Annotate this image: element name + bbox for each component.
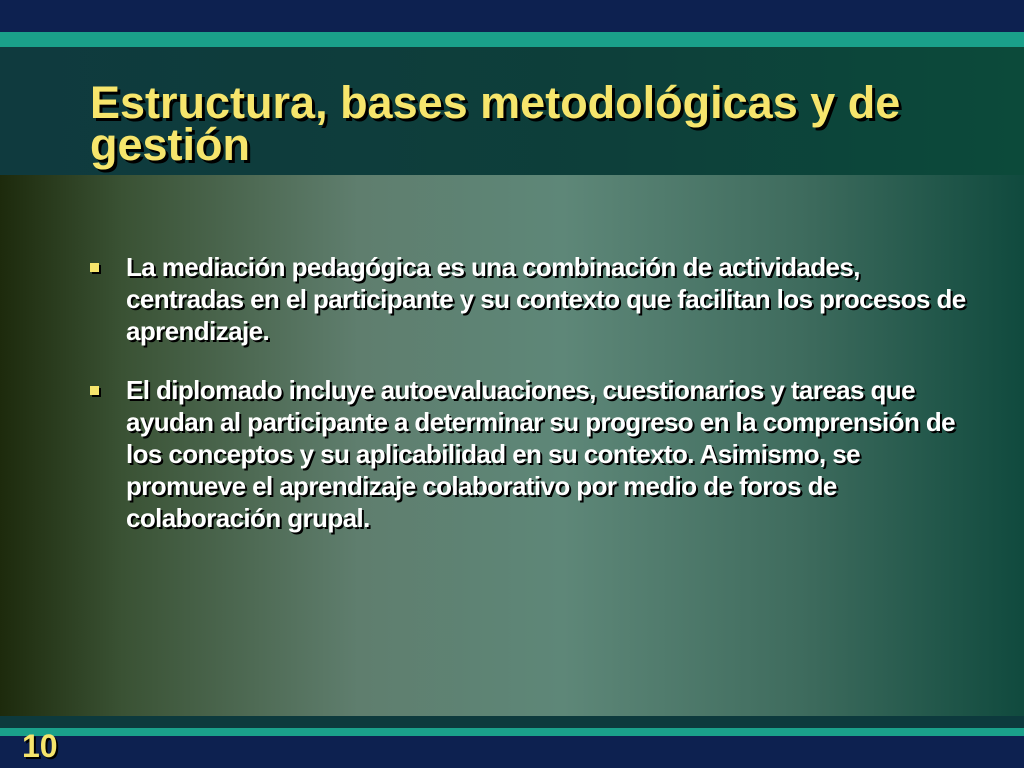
bullet-item <box>90 374 970 534</box>
bullet-item <box>90 251 970 347</box>
bullet-text: El diplomado incluye autoevaluaciones, cuestionarios y tareas que ayudan al participante a determinar su progreso en la comprensión de los conceptos y su aplicabilidad en su contexto. Asimismo, se promueve el aprendizaje colaborativo por medio de foros de colaboración grupal. <box>126 375 955 533</box>
top-teal-band <box>0 32 1024 47</box>
square-bullet-icon <box>90 386 99 395</box>
slide-number: 10 <box>22 728 58 764</box>
bullet-text: La mediación pedagógica es una combinación de actividades, centradas en el participante y su contexto que facilitan los procesos de aprendizaje. <box>126 252 966 346</box>
square-bullet-icon <box>90 263 99 272</box>
bottom-navy-band <box>0 736 1024 768</box>
top-navy-band <box>0 0 1024 32</box>
slide-title: Estructura, bases metodológicas y de gestión <box>90 77 901 170</box>
bottom-dark-band <box>0 716 1024 728</box>
bottom-teal-band <box>0 728 1024 736</box>
bullet-list <box>90 251 970 561</box>
